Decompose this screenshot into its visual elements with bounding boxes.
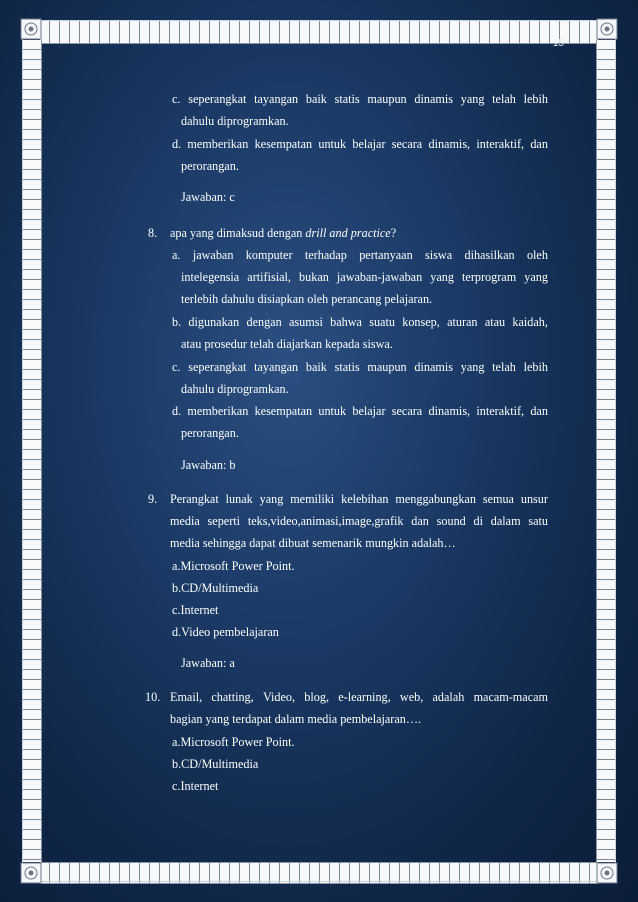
option-text: Video pembelajaran <box>181 625 279 639</box>
page-number: 15 <box>552 38 564 49</box>
word: dinamis, <box>428 404 471 418</box>
option-text: Internet <box>180 603 219 617</box>
q8-option-c-line2: dahulu diprogramkan. <box>181 382 289 396</box>
word: jawaban-jawaban <box>336 270 423 284</box>
word: yang <box>524 270 548 284</box>
q10-line1 <box>170 686 548 709</box>
option-text: Internet <box>180 779 219 793</box>
word: yang <box>430 270 454 284</box>
q9-number: 9. <box>148 492 158 506</box>
word: adalah <box>432 690 465 704</box>
word: oleh <box>526 248 548 262</box>
word: telah <box>492 360 516 374</box>
word: media <box>170 514 200 528</box>
q8-option-c-line1 <box>172 356 548 379</box>
word: intelegensia <box>181 270 240 284</box>
word: lunak <box>225 492 253 506</box>
word: blog, <box>304 690 329 704</box>
option-text: CD/Multimedia <box>181 757 259 771</box>
q8-answer: Jawaban: b <box>181 458 236 472</box>
word: digunakan <box>188 315 240 329</box>
word: tayangan <box>254 360 299 374</box>
corner-ornament-icon <box>20 862 42 884</box>
word: baik <box>305 92 327 106</box>
word: suatu <box>369 315 395 329</box>
word: untuk <box>318 137 347 151</box>
q8-question-suffix: ? <box>390 226 397 240</box>
word: yang <box>460 92 485 106</box>
q9-line1 <box>170 488 548 511</box>
word: Perangkat <box>170 492 219 506</box>
word: yang <box>460 360 485 374</box>
q8-option-a-line3: terlebih dahulu disiapkan oleh perancang pelajaran. <box>181 292 433 306</box>
word: memberikan <box>187 137 249 151</box>
q10-number: 10. <box>145 690 161 704</box>
q8-option-d-line1 <box>172 400 548 423</box>
word: di <box>473 514 484 528</box>
q9-option-d <box>172 621 279 644</box>
option-letter: c. <box>172 603 181 617</box>
word: a. <box>172 248 181 262</box>
q10-option-a <box>172 731 295 754</box>
q10-line2: bagian yang terdapat dalam media pembelajaran…. <box>170 712 422 726</box>
q9-option-b <box>172 577 258 600</box>
word: Email, <box>170 690 203 704</box>
word: chatting, <box>211 690 254 704</box>
word: dinamis <box>414 92 453 106</box>
word: d. <box>172 137 182 151</box>
option-text: Microsoft Power Point. <box>180 735 295 749</box>
q9-answer: Jawaban: a <box>181 656 235 670</box>
q7-option-c-line1 <box>172 88 548 111</box>
word: aturan <box>447 315 478 329</box>
corner-ornament-icon <box>20 18 42 40</box>
word: jawaban <box>192 248 234 262</box>
word: kaidah, <box>512 315 548 329</box>
word: atau <box>484 315 506 329</box>
word: artifisial, <box>247 270 291 284</box>
word: baik <box>305 360 327 374</box>
q7-option-d-line2: perorangan. <box>181 159 239 173</box>
word: terhadap <box>304 248 347 262</box>
word: dan <box>530 137 548 151</box>
option-letter: b. <box>172 757 182 771</box>
q9-option-c <box>172 599 218 622</box>
q8-option-d-line2: perorangan. <box>181 426 239 440</box>
word: secara <box>391 137 423 151</box>
option-letter: d. <box>172 625 182 639</box>
word: maupun <box>367 360 407 374</box>
word: dinamis <box>414 360 453 374</box>
word: belajar <box>352 404 386 418</box>
word: lebih <box>523 360 548 374</box>
word: dalam <box>490 514 521 528</box>
word: kelebihan <box>341 492 389 506</box>
word: memberikan <box>187 404 249 418</box>
word: interaktif, <box>476 404 525 418</box>
q9-line2 <box>170 510 548 533</box>
q8-number: 8. <box>148 226 158 240</box>
option-letter: a. <box>172 559 181 573</box>
word: komputer <box>245 248 293 262</box>
word: web, <box>399 690 424 704</box>
option-letter: c. <box>172 779 181 793</box>
word: memiliki <box>290 492 335 506</box>
word: teks,video,animasi,image,grafik <box>247 514 404 528</box>
word: seperangkat <box>188 360 247 374</box>
word: lebih <box>523 92 548 106</box>
word: bahwa <box>330 315 362 329</box>
q7-option-c-line2: dahulu diprogramkan. <box>181 114 289 128</box>
word: asumsi <box>288 315 323 329</box>
word: interaktif, <box>476 137 525 151</box>
word: sound <box>436 514 466 528</box>
word: maupun <box>367 92 407 106</box>
word: statis <box>334 360 360 374</box>
word: seperangkat <box>188 92 247 106</box>
word: terprogram <box>462 270 517 284</box>
q10-option-b <box>172 753 258 776</box>
q8-option-a-line1 <box>172 244 548 267</box>
word: siswa <box>425 248 453 262</box>
word: belajar <box>352 137 386 151</box>
q9-option-a <box>172 555 295 578</box>
q10-option-c <box>172 775 218 798</box>
word: kesempatan <box>254 137 313 151</box>
corner-ornament-icon <box>596 862 618 884</box>
q9-line3: media sehingga dapat dibuat semenarik mungkin adalah… <box>170 536 456 550</box>
word: telah <box>492 92 516 106</box>
word: b. <box>172 315 182 329</box>
option-letter: a. <box>172 735 181 749</box>
word: Video, <box>262 690 296 704</box>
word: untuk <box>318 404 347 418</box>
q8-option-a-line2 <box>181 266 548 289</box>
option-text: Microsoft Power Point. <box>180 559 295 573</box>
q8-option-b-line1 <box>172 311 548 334</box>
word: dihasilkan <box>464 248 515 262</box>
word: c. <box>172 360 181 374</box>
word: konsep, <box>402 315 440 329</box>
word: e-learning, <box>338 690 391 704</box>
q8-question-prefix: apa yang dimaksud dengan <box>170 226 306 240</box>
q7-option-d-line1 <box>172 133 548 156</box>
word: d. <box>172 404 182 418</box>
q8-option-b-line2: atau prosedur telah diajarkan kepada siswa. <box>181 337 393 351</box>
word: dinamis, <box>428 137 471 151</box>
corner-ornament-icon <box>596 18 618 40</box>
option-letter: b. <box>172 581 182 595</box>
word: menggabungkan <box>395 492 476 506</box>
word: unsur <box>520 492 548 506</box>
word: semua <box>482 492 514 506</box>
word: secara <box>391 404 423 418</box>
word: seperti <box>207 514 241 528</box>
q8-question <box>170 222 396 245</box>
word: tayangan <box>254 92 299 106</box>
word: satu <box>528 514 548 528</box>
option-text: CD/Multimedia <box>181 581 259 595</box>
word: yang <box>259 492 284 506</box>
q7-answer: Jawaban: c <box>181 190 235 204</box>
word: macam-macam <box>473 690 548 704</box>
word: dan <box>530 404 548 418</box>
word: bukan <box>299 270 329 284</box>
word: pertanyaan <box>359 248 413 262</box>
word: dengan <box>246 315 282 329</box>
q8-question-term: drill and practice <box>305 226 391 240</box>
word: statis <box>334 92 360 106</box>
word: kesempatan <box>254 404 313 418</box>
word: c. <box>172 92 181 106</box>
word: dan <box>411 514 429 528</box>
